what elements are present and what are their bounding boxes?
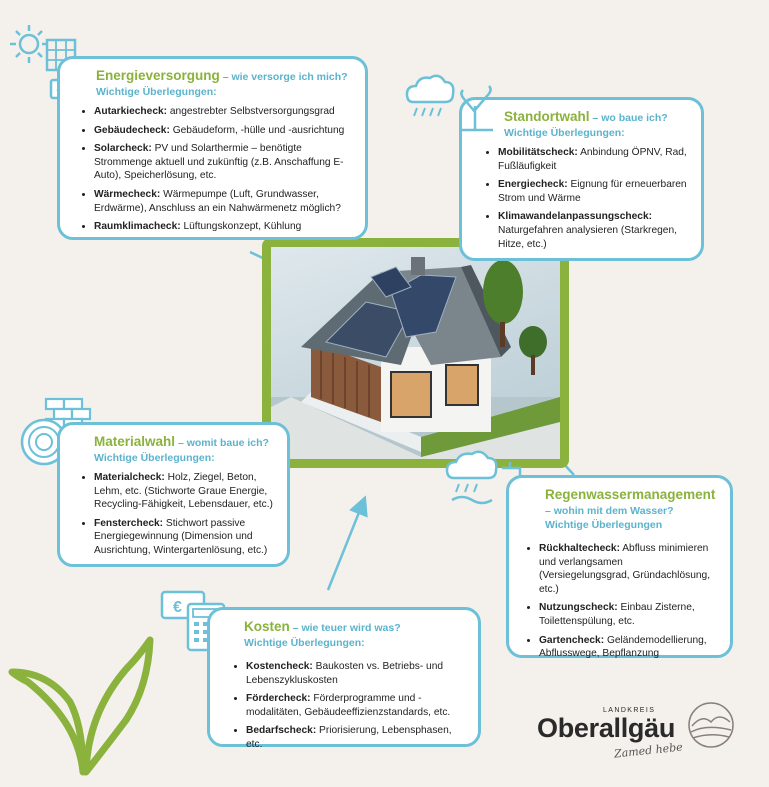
list-item: • Fenstercheck: Stichwort passive Energiegewinnung (Dimension und Ausrichtung, Wintergartenlösung, etc.) <box>94 517 273 558</box>
standortwahl-question: – wo baue ich? <box>589 112 668 124</box>
kosten-panel <box>207 607 481 750</box>
kosten-list <box>232 660 464 752</box>
materialwahl-question: – womit baue ich? <box>175 437 269 449</box>
materialwahl-subtitle: Wichtige Überlegungen: <box>94 452 215 464</box>
energieversorgung-subtitle: Wichtige Überlegungen: <box>96 86 217 98</box>
kosten-title: Kosten <box>244 619 290 634</box>
regenwasser-list <box>525 542 716 661</box>
list-item: • Materialcheck: Holz, Ziegel, Beton, Lehm, etc. (Stichworte Graue Energie, Recycling-Fähigkeit, Lebensdauer, etc.) <box>94 471 273 512</box>
list-item: • Klimawandelanpassungscheck: Naturgefahren analysieren (Starkregen, Hitze, etc.) <box>498 210 687 251</box>
energieversorgung-title: Energieversorgung <box>96 68 220 83</box>
standortwahl-list <box>484 146 687 251</box>
energieversorgung-list <box>80 105 351 234</box>
mountain-logo-icon <box>686 700 736 750</box>
list-item: • Bedarfscheck: Priorisierung, Lebensphasen, etc. <box>246 724 464 751</box>
logo-landkreis: LANDKREIS <box>603 707 656 714</box>
kosten-question: – wie teuer wird was? <box>289 622 401 634</box>
standortwahl-subtitle: Wichtige Überlegungen: <box>504 127 625 139</box>
house-icon <box>271 247 560 459</box>
regenwasser-title: Regenwassermanagement <box>545 487 716 502</box>
kosten-subtitle: Wichtige Überlegungen: <box>244 637 365 649</box>
list-item: • Solarcheck: PV und Solarthermie – benötigte Strommenge aktuell und zukünftig (z.B. Anschaffung E-Auto), Speicherlösung, etc. <box>94 142 351 183</box>
list-item: • Gartencheck: Geländemodellierung, Abflusswege, Bepflanzung <box>539 634 716 661</box>
materialwahl-title: Materialwahl <box>94 434 176 449</box>
list-item: • Rückhaltecheck: Abfluss minimieren und verlangsamen (Versiegelungsgrad, Gründachlösung, etc.) <box>539 542 716 596</box>
list-item: • Autarkiecheck: angestrebter Selbstversorgungsgrad <box>94 105 351 119</box>
list-item: • Mobilitätscheck: Anbindung ÖPNV, Rad, Fußläufigkeit <box>498 146 687 173</box>
list-item: • Nutzungscheck: Einbau Zisterne, Toilettenspülung, etc. <box>539 601 716 628</box>
materialwahl-list <box>80 471 273 558</box>
list-item: • Raumklimacheck: Lüftungskonzept, Kühlung <box>94 220 351 234</box>
energieversorgung-question: – wie versorge ich mich? <box>219 71 348 83</box>
list-item: • Kostencheck: Baukosten vs. Betriebs- und Lebenszykluskosten <box>246 660 464 687</box>
cloud-tree-icon <box>403 70 503 132</box>
regenwasser-subtitle: Wichtige Überlegungen <box>545 519 663 531</box>
energieversorgung-panel <box>57 56 368 240</box>
regenwasser-question: – wohin mit dem Wasser? <box>545 505 674 517</box>
list-item: • Wärmecheck: Wärmepumpe (Luft, Grundwasser, Erdwärme), Anschluss an ein Nahwärmenetz möglich? <box>94 188 351 215</box>
logo-oberallgaeu: Oberallgäu <box>537 713 676 743</box>
list-item: • Gebäudecheck: Gebäudeform, -hülle und -ausrichtung <box>94 124 351 138</box>
regenwassermanagement-panel <box>506 475 733 658</box>
logo-tagline: Zamed hebe <box>613 740 684 761</box>
leaf-logo-icon <box>8 632 158 782</box>
list-item: • Fördercheck: Förderprogramme und -modalitäten, Gebäudeeffizienzstandards, etc. <box>246 692 464 719</box>
materialwahl-panel <box>57 422 290 567</box>
house-illustration <box>262 238 569 468</box>
svg-text:€: € <box>173 599 182 616</box>
standortwahl-title: Standortwahl <box>504 109 590 124</box>
list-item: • Energiecheck: Eignung für erneuerbaren Strom und Wärme <box>498 178 687 205</box>
